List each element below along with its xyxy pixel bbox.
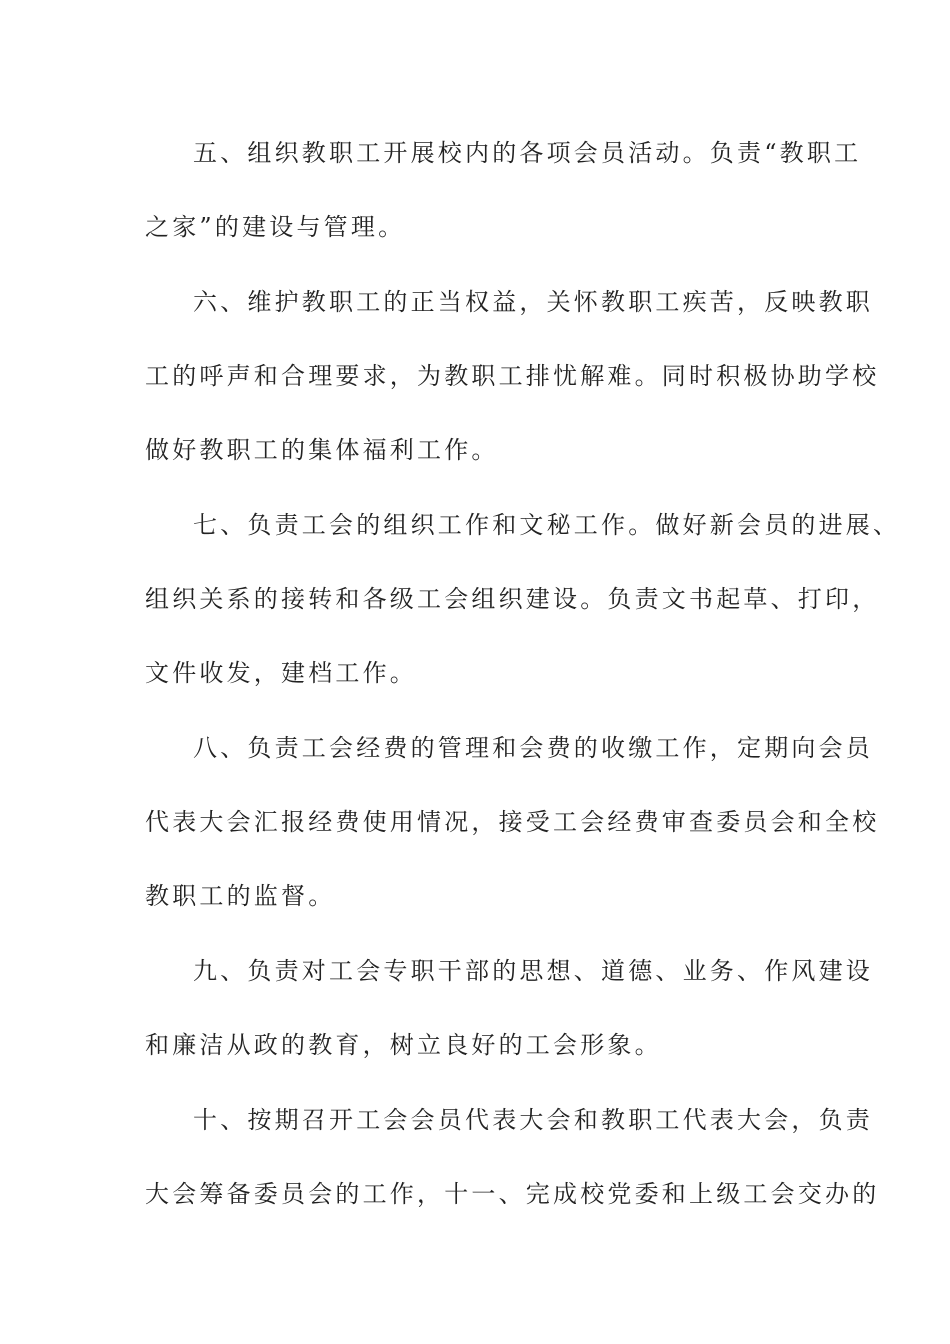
paragraph-6-line-3: 做好教职工的集体福利工作。 (145, 436, 499, 464)
paragraph-7-line-3: 文件收发，建档工作。 (145, 659, 417, 687)
paragraph-7-line-1: 七、负责工会的组织工作和文秘工作。做好新会员的进展、 (193, 511, 901, 539)
paragraph-8-line-1: 八、负责工会经费的管理和会费的收缴工作，定期向会员 (193, 734, 873, 762)
paragraph-9-line-2: 和廉洁从政的教育，树立良好的工会形象。 (145, 1031, 662, 1059)
paragraph-5-line-2: 之家”的建设与管理。 (145, 213, 406, 241)
paragraph-5-line-1: 五、组织教职工开展校内的各项会员活动。负责“教职工 (193, 139, 862, 167)
paragraph-10-line-2: 大会筹备委员会的工作，十一、完成校党委和上级工会交办的 (145, 1180, 880, 1208)
paragraph-7-line-2: 组织关系的接转和各级工会组织建设。负责文书起草、打印， (145, 585, 880, 613)
paragraph-9-line-1: 九、负责对工会专职干部的思想、道德、业务、作风建设 (193, 957, 873, 985)
paragraph-8-line-3: 教职工的监督。 (145, 882, 336, 910)
paragraph-10-line-1: 十、按期召开工会会员代表大会和教职工代表大会，负责 (193, 1106, 873, 1134)
paragraph-6-line-2: 工的呼声和合理要求，为教职工排忧解难。同时积极协助学校 (145, 362, 880, 390)
paragraph-8-line-2: 代表大会汇报经费使用情况，接受工会经费审查委员会和全校 (145, 808, 880, 836)
paragraph-6-line-1: 六、维护教职工的正当权益，关怀教职工疾苦，反映教职 (193, 288, 873, 316)
